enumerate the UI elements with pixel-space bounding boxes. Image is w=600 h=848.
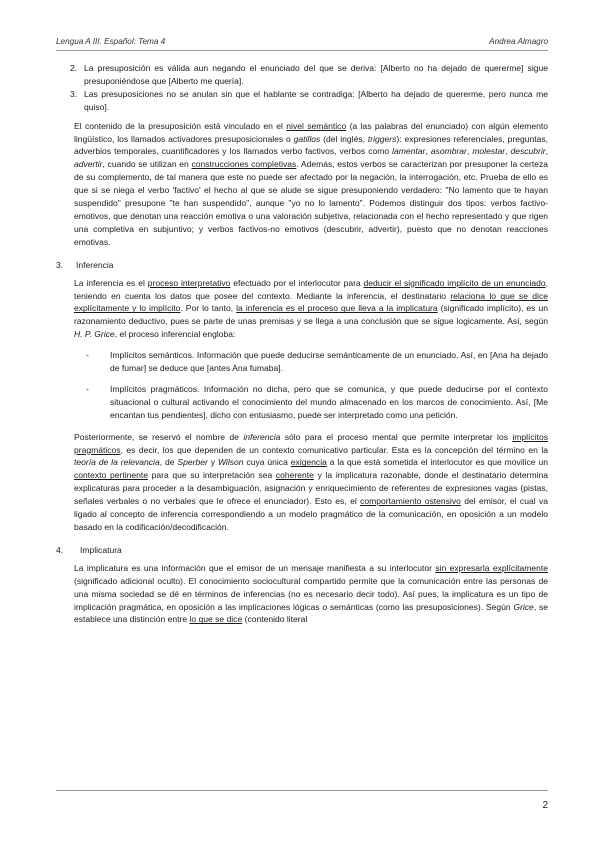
page-number: 2 — [542, 800, 548, 811]
list-number: 2. — [70, 63, 78, 73]
list-text: La presuposición es válida aun negando el enunciado del que se deriva: [Alberto no ha dejado de quererme] sigue presuponiéndose que [Alberto me quería]. — [84, 63, 548, 86]
list-item: - Implícitos pragmáticos. Información no dicha, pero que se comunica, y que puede deducirse por el contexto situacional o cultural activando el conocimiento del mundo almacenado en los marcos de conocimiento. Así, [Me encantan tus pendientes], dicho con entusiasmo, puede ser interpretado como una petición. — [86, 383, 548, 420]
list-item — [56, 62, 548, 88]
section-heading-implicatura: 4. Implicatura — [56, 544, 122, 555]
document-body — [56, 62, 548, 626]
footer-divider — [56, 790, 548, 791]
header-author: Andrea Almagro — [489, 37, 548, 46]
header-course: Lengua A III. Español: Tema 4 — [56, 37, 166, 46]
list-number: 3. — [70, 88, 78, 99]
section-inferencia-cont — [56, 431, 548, 534]
paragraph-relevance: Posteriormente, se reservó el nombre de inferencia sólo para el proceso mental que permite interpretar los implícitos pragmáticos, es decir, los que dependen de un contexto comunicativo particular. Esta es la concepción del término en la teoría de la relevancia, de Sperber y Wilson cuya única exigencia a la que está sometida el interlocutor es que movilice un contexto pertinente para que su interpretación sea coherente y la implicatura razonable, donde el destinatario determina explicaturas para proceder a la desambiguación, asignación y enriquecimiento de referentes de expresiones vagas (pistas, señales verbales o no verbales que le ofrece el enunciador). Esto es, el comportamiento ostensivo del emisor, el cual va ligado al concepto de inferencia correspondiendo a un modelo pragmático de la comunicación, en oposición a un modelo basado en la codificación/decodificación. — [74, 431, 549, 532]
paragraph-presupposition: El contenido de la presuposición está vinculado en el nivel semántico (a las palabras del enunciado) con algún elemento lingüístico, los llamados activadores presuposicionales o gatillos (del inglés, triggers): expresiones referenciales, preguntas, adverbios temporales, cuantificadores y los llamados verbo factivos, verbos como lamentar, asombrar, molestar, descubrir, advertir, cuando se utilizan en construcciones completivas. Además, estos verbos se caracterizan por presuponer la certeza de su complemento, de tal manera que este no puede ser afectado por la negación, la interrogación, etc. Prueba de ello es que si se niega el verbo 'factivo' el hecho al que se alude se sigue presuponiendo verdadero: "No lamento que te hayan suspendido" presupone "te han suspendido", aunque "yo no lo lamento". Podemos distinguir dos tipos: verbos factivo-emotivos, que denotan una reacción emotiva o una valoración subjetiva, relacionada con el hecho representado y que rigen una completiva en subjuntivo; y verbos factivos-no emotivos (descubrir, advertir), puesto que no denotan reacciones emotivas. — [74, 120, 549, 247]
list-text: Las presuposiciones no se anulan sin que el hablante se contradiga: [Alberto ha dejado de quererme, pero nunca me quiso]. — [84, 88, 548, 112]
paragraph-inference: La inferencia es el proceso interpretativo efectuado por el interlocutor para deducir el significado implícito de un enunciado, teniendo en cuenta los datos que posee del contexto. Mediante la inferencia, el destinatario relaciona lo que se dice explícitamente y lo implícito. Por lo tanto, la inferencia es el proceso que lleva a la implicatura (significado implícito), es un razonamiento deductivo, pues se parte de unas premisas y se llega a una conclusión que se sigue logicamente. Así, según H. P. Grice, el proceso inferencial engloba: — [74, 277, 548, 340]
section-heading-inferencia: 3. Inferencia — [56, 259, 114, 270]
section-inferencia — [56, 277, 548, 342]
list-item — [56, 88, 548, 114]
list-item: - Implícitos semánticos. Información que puede deducirse semánticamente de un enunciado. Así, en [Ana ha dejado de fumar] se deduce que [antes Ana fumaba]. — [86, 350, 548, 374]
section-implicatura — [56, 562, 548, 627]
page-header — [56, 34, 548, 51]
paragraph-implicature: La implicatura es una información que el emisor de un mensaje manifiesta a su interlocutor sin expresarla explícitamente (significado adicional oculto). El conocimiento sociocultural compartido permite que la comunicación entre las personas de una misma sociedad se dé en términos de inferencias (no es necesario decir todo). Así pues, la implicatura es un tipo de implicación pragmática, en oposición a las implicaciones lógicas o semánticas (como las presuposiciones). Según Grice, se establece una distinción entre lo que se dice (contenido literal — [74, 562, 548, 625]
